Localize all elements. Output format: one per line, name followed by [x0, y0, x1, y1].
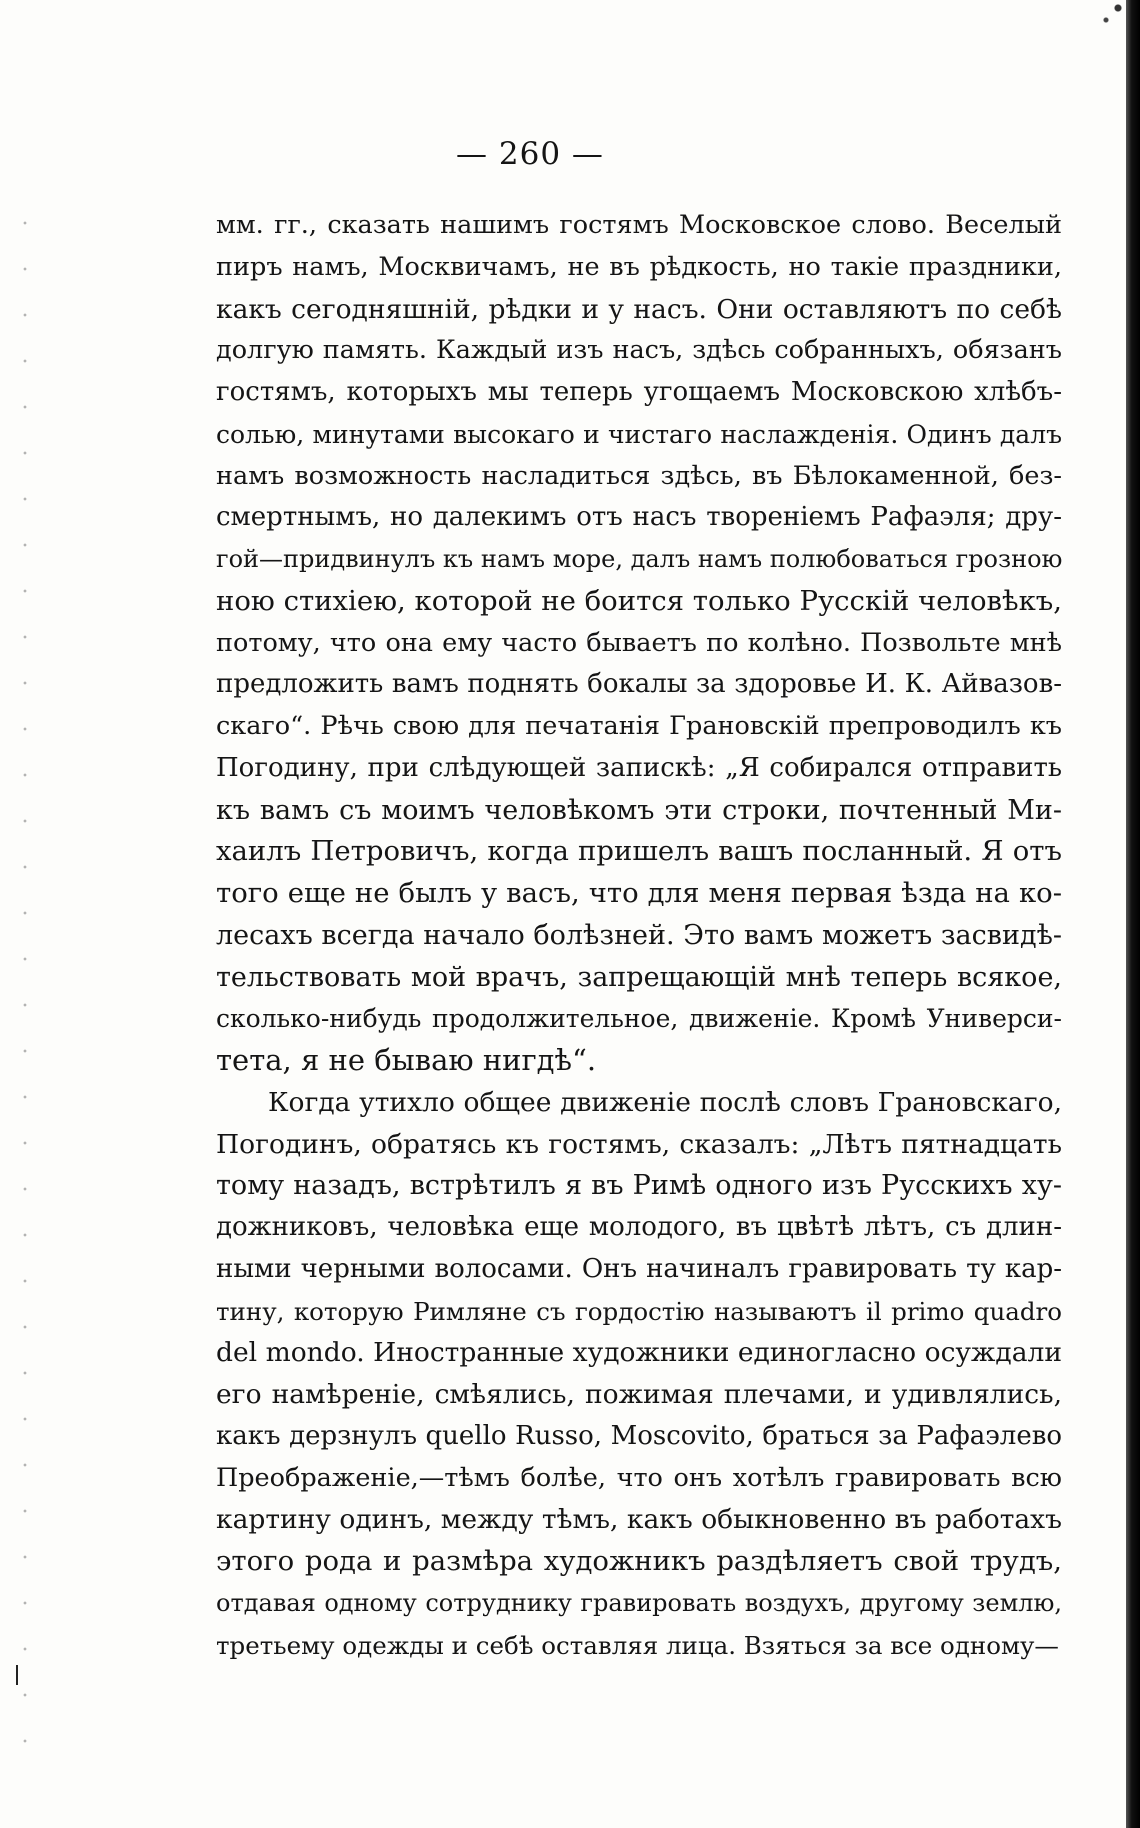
text-line: сколько-нибудь продолжительное, движеніе. Кромѣ Универси-: [216, 1004, 1062, 1034]
text-line: Погодинъ, обратясь къ гостямъ, сказалъ: „Лѣтъ пятнадцать: [216, 1128, 1062, 1160]
text-line: того еще не былъ у васъ, что для меня первая ѣзда на ко-: [216, 877, 1062, 909]
paragraph: [216, 1082, 1062, 1667]
text-line: гостямъ, которыхъ мы теперь угощаемъ Московскою хлѣбъ-: [216, 377, 1062, 407]
text-line: del mondo. Иностранные художники единогласно осуждали: [216, 1337, 1062, 1369]
text-line: его намѣреніе, смѣялись, пожимая плечами, и удивлялись,: [216, 1379, 1062, 1410]
text-line: тета, я не бываю нигдѣ“.: [216, 1043, 597, 1077]
text-line: мм. гг., сказать нашимъ гостямъ Московское слово. Веселый: [216, 210, 1062, 240]
text-line: тельствовать мой врачъ, запрещающій мнѣ теперь всякое,: [216, 961, 1062, 993]
text-line: скаго“. Рѣчь свою для печатанія Грановскій препроводилъ къ: [216, 711, 1062, 741]
text-line: третьему одежды и себѣ оставляя лица. Взяться за все одному—: [216, 1630, 1059, 1660]
binding-specks: [1086, 0, 1126, 40]
text-line: Погодину, при слѣдующей запискѣ: „Я собирался отправить: [216, 752, 1062, 783]
text-line: тину, которую Римляне съ гордостію называютъ il primo quadro: [216, 1296, 1062, 1326]
text-line: ными черными волосами. Онъ начиналъ гравировать ту кар-: [216, 1253, 1062, 1284]
text-line: Преображеніе,—тѣмъ болѣе, что онъ хотѣлъ гравировать всю: [216, 1462, 1062, 1493]
text-line: намъ возможность насладиться здѣсь, въ Бѣлокаменной, без-: [216, 460, 1062, 491]
text-line: тому назадъ, встрѣтилъ я въ Римѣ одного изъ Русскихъ ху-: [216, 1170, 1062, 1202]
text-line: лесахъ всегда начало болѣзней. Это вамъ можетъ засвидѣ-: [216, 919, 1062, 951]
margin-specks: [10, 200, 40, 1750]
paragraph: [216, 205, 1062, 1082]
text-line: дожниковъ, человѣка еще молодого, въ цвѣтѣ лѣтъ, съ длин-: [216, 1212, 1062, 1242]
text-line: ною стихіею, которой не боится только Русскій человѣкъ,: [216, 584, 1062, 617]
body-text: [216, 205, 1062, 1666]
page-number: — 260 —: [456, 136, 604, 172]
book-binding-edge: [1126, 0, 1140, 1828]
text-line: какъ дерзнулъ quello Russo, Moscovito, браться за Рафаэлево: [216, 1420, 1062, 1451]
text-line: отдавая одному сотруднику гравировать воздухъ, другому землю,: [216, 1588, 1062, 1617]
text-line: картину одинъ, между тѣмъ, какъ обыкновенно въ работахъ: [216, 1504, 1062, 1536]
text-line: хаилъ Петровичъ, когда пришелъ вашъ посланный. Я отъ: [216, 835, 1062, 868]
text-line: солью, минутами высокаго и чистаго наслажденія. Одинъ далъ: [216, 419, 1062, 449]
text-line: долгую память. Каждый изъ насъ, здѣсь собранныхъ, обязанъ: [216, 335, 1062, 366]
text-line: какъ сегодняшній, рѣдки и у насъ. Они оставляютъ по себѣ: [216, 293, 1062, 325]
text-line: Когда утихло общее движеніе послѣ словъ Грановскаго,: [268, 1086, 1062, 1118]
text-line: предложить вамъ поднять бокалы за здоровье И. К. Айвазов-: [216, 669, 1062, 700]
text-line: потому, что она ему часто бываетъ по колѣно. Позвольте мнѣ: [216, 627, 1062, 658]
text-line: гой—придвинулъ къ намъ море, далъ намъ полюбоваться грозною: [216, 545, 1062, 573]
text-line: къ вамъ съ моимъ человѣкомъ эти строки, почтенный Ми-: [216, 794, 1062, 826]
text-line: пиръ намъ, Москвичамъ, не въ рѣдкость, но такіе праздники,: [216, 251, 1062, 282]
text-line: смертнымъ, но далекимъ отъ насъ твореніемъ Рафаэля; дру-: [216, 502, 1062, 533]
margin-mark: [16, 1665, 18, 1685]
text-line: этого рода и размѣра художникъ раздѣляетъ свой трудъ,: [216, 1545, 1062, 1577]
